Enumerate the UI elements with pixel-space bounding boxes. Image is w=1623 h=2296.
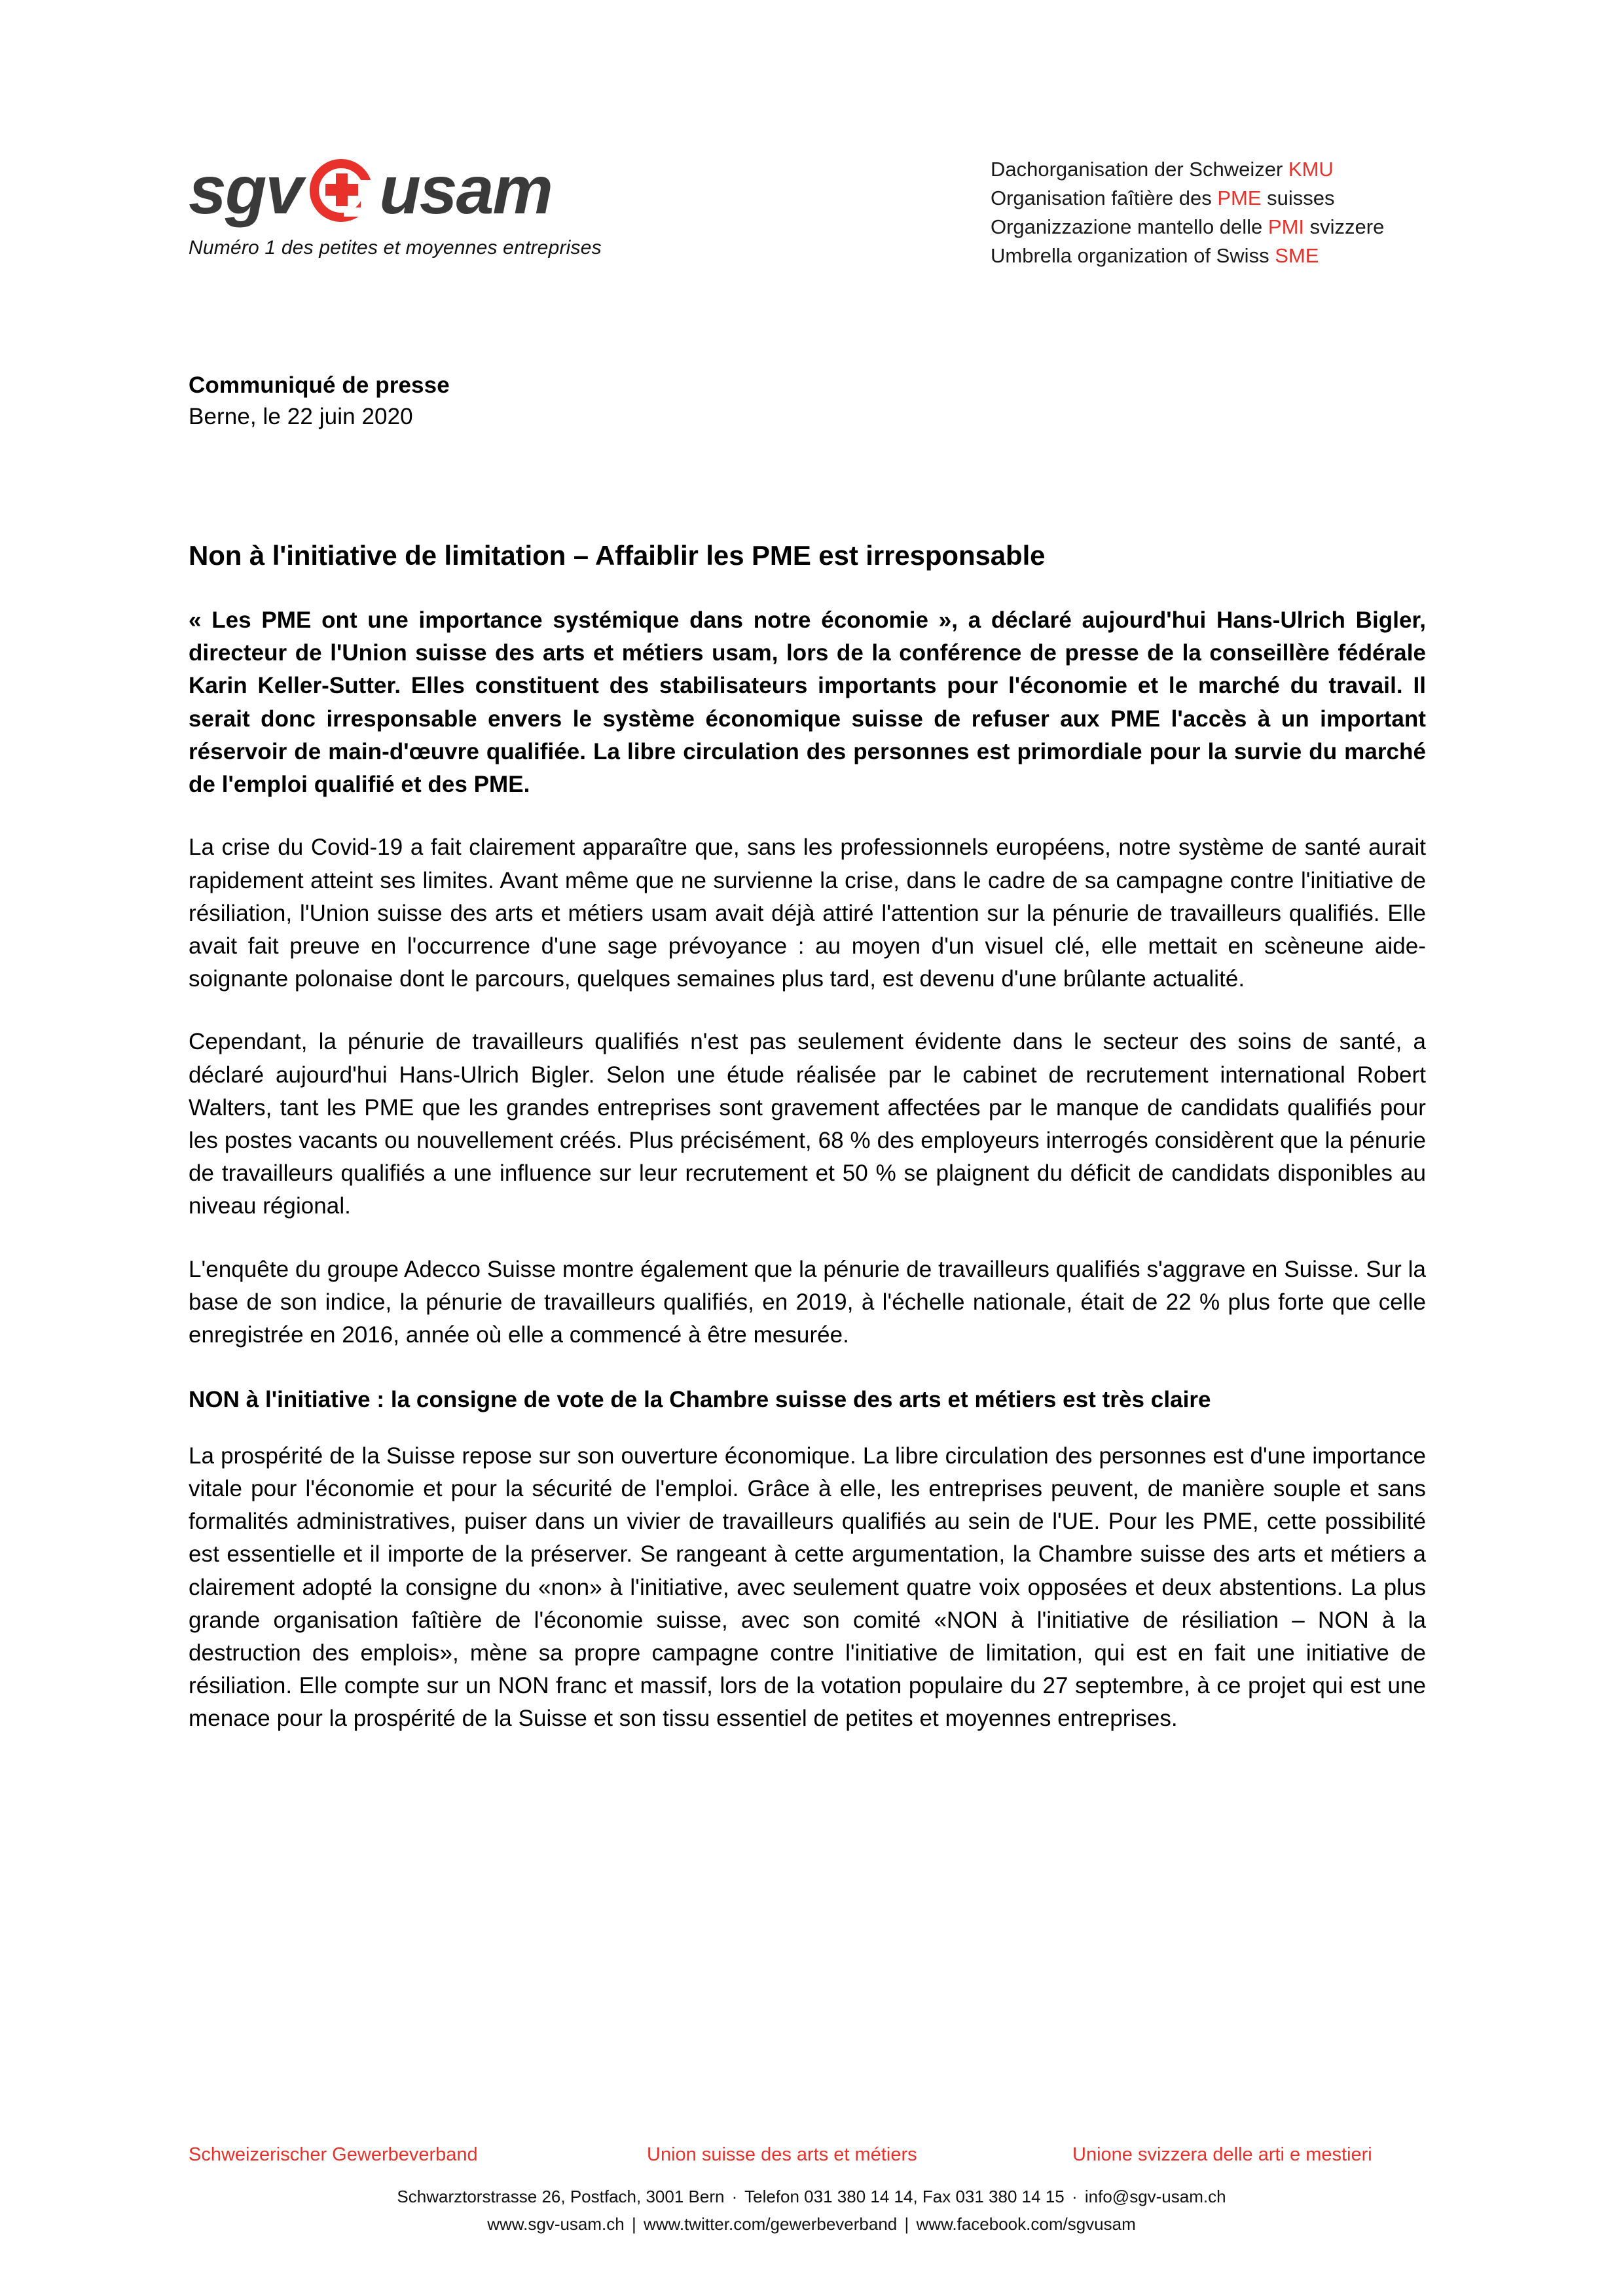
org-line-it-prefix: Organizzazione mantello delle (991, 215, 1268, 239)
document-kicker: Communiqué de presse (189, 372, 450, 398)
sgv-usam-logo (189, 152, 608, 259)
organization-languages (991, 155, 1384, 270)
org-line-it (991, 213, 1384, 242)
org-line-de (991, 155, 1384, 184)
body-paragraph-2: Cependant, la pénurie de travailleurs qualifiés n'est pas seulement évidente dans le secteur des soins de santé, a déclaré aujourd'hui Hans-Ulrich Bigler. Selon une étude réalisée par le cabinet de recrutement international Robert Walters, tant les PME que les grandes entreprises sont gravement affectées par le manque de candidats qualifiés pour les postes vacants ou nouvellement créés. Plus précisément, 68 % des employeurs interrogés considèrent que la pénurie de travailleurs qualifiés a une influence sur leur recrutement et 50 % se plaignent du déficit de candidats disponibles au niveau régional. (189, 1029, 1426, 1219)
org-line-fr-suffix: suisses (1261, 187, 1335, 210)
footer-email-link[interactable]: info@sgv-usam.ch (1084, 2187, 1226, 2206)
footer-links-line (0, 2211, 1623, 2237)
org-line-de-accent: KMU (1288, 158, 1334, 181)
body-paragraph-4: La prospérité de la Suisse repose sur son ouverture économique. La libre circulation des personnes est d'une importance vitale pour l'économie et pour la sécurité de l'emploi. Grâce à elle, les entreprises peuvent, de manière souple et sans formalités administratives, puiser dans un vivier de travailleurs qualifiés au sein de l'UE. Pour les PME, cette possibilité est essentielle et il importe de la préserver. Se rangeant à cette argumentation, la Chambre suisse des arts et métiers a clairement adopté la consigne du «non» à l'initiative, avec seulement quatre voix opposées et deux abstentions. La plus grande organisation faîtière de l'économie suisse, avec son comité «NON à l'initiative de résiliation – NON à la destruction des emplois», mène sa propre campagne contre l'initiative de limitation, qui est en fait une initiative de résiliation. Elle compte sur un NON franc et massif, lors de la votation populaire du 27 septembre, à ce projet qui est une menace pour la prospérité de la Suisse et son tissu essentiel de petites et moyennes entreprises. (189, 1443, 1426, 1732)
page-title: Non à l'initiative de limitation – Affaiblir les PME est irresponsable (189, 540, 1046, 571)
footer-twitter-link[interactable]: www.twitter.com/gewerbeverband (643, 2214, 898, 2234)
footer-website-link[interactable]: www.sgv-usam.ch (487, 2214, 625, 2234)
org-line-en-prefix: Umbrella organization of Swiss (991, 244, 1275, 268)
lead-paragraph: « Les PME ont une importance systémique dans notre économie », a déclaré aujourd'hui Hans-Ulrich Bigler, directeur de l'Union suisse des arts et métiers usam, lors de la conférence de presse de la conseillère fédérale Karin Keller-Sutter. Elles constituent des stabilisateurs importants pour l'économie et le marché du travail. Il serait donc irresponsable envers le système économique suisse de refuser aux PME l'accès à un important réservoir de main-d'œuvre qualifiée. La libre circulation des personnes est primordiale pour la survie du marché de l'emploi qualifié et des PME. (189, 607, 1426, 798)
body-paragraph-1: La crise du Covid-19 a fait clairement apparaître que, sans les professionnels européens, notre système de santé aurait rapidement atteint ses limites. Avant même que ne survienne la crise, dans le cadre de sa campagne contre l'initiative de résiliation, l'Union suisse des arts et métiers usam avait déjà attiré l'attention sur la pénurie de travailleurs qualifiés. Elle avait fait preuve en l'occurrence d'une sage prévoyance : au moyen d'un visuel clé, elle mettait en scèneune aide-soignante polonaise dont le parcours, quelques semaines plus tard, est devenu d'une brûlante actualité. (189, 834, 1426, 992)
footer-contact-line (0, 2183, 1623, 2210)
org-line-en (991, 242, 1384, 270)
logo-text-sgv: sgv (189, 152, 302, 228)
org-line-en-accent: SME (1275, 244, 1319, 268)
footer-org-it: Unione svizzera delle arti e mestieri (1072, 2144, 1372, 2165)
footer-separator-pipe-2: | (904, 2214, 909, 2234)
footer-phone: Telefon 031 380 14 14, Fax 031 380 14 15 (744, 2187, 1065, 2206)
footer-separator-pipe-1: | (631, 2214, 636, 2234)
logo-wordmark (189, 152, 608, 229)
swiss-cross-circle-logo-icon (304, 154, 378, 227)
section-subheading: NON à l'initiative : la consigne de vote de la Chambre suisse des arts et métiers est très claire (189, 1387, 1211, 1413)
org-line-fr-prefix: Organisation faîtière des (991, 187, 1218, 210)
document-body (189, 370, 1426, 1736)
footer-facebook-link[interactable]: www.facebook.com/sgvusam (916, 2214, 1136, 2234)
footer-separator-dot-1: · (731, 2187, 738, 2206)
body-paragraph-3: L'enquête du groupe Adecco Suisse montre également que la pénurie de travailleurs qualifiés s'aggrave en Suisse. Sur la base de son indice, la pénurie de travailleurs qualifiés, en 2019, à l'échelle nationale, était de 22 % plus forte que celle enregistrée en 2016, année où elle a commencé à être mesurée. (189, 1256, 1426, 1348)
logo-tagline: Numéro 1 des petites et moyennes entreprises (189, 237, 602, 259)
org-line-fr-accent: PME (1217, 187, 1262, 210)
footer-org-de: Schweizerischer Gewerbeverband (189, 2144, 478, 2165)
org-line-fr (991, 184, 1384, 213)
footer-organization-names (189, 2144, 1446, 2166)
page-header (0, 0, 1623, 281)
footer-org-fr: Union suisse des arts et métiers (647, 2144, 917, 2165)
org-line-it-suffix: svizzere (1304, 215, 1385, 239)
footer-separator-dot-2: · (1071, 2187, 1078, 2206)
footer-address: Schwarztorstrasse 26, Postfach, 3001 Bern (397, 2187, 725, 2206)
document-date: Berne, le 22 juin 2020 (189, 404, 413, 430)
org-line-de-prefix: Dachorganisation der Schweizer (991, 158, 1288, 181)
page-footer (0, 2100, 1623, 2296)
org-line-it-accent: PMI (1267, 215, 1305, 239)
logo-text-usam: usam (379, 152, 552, 228)
